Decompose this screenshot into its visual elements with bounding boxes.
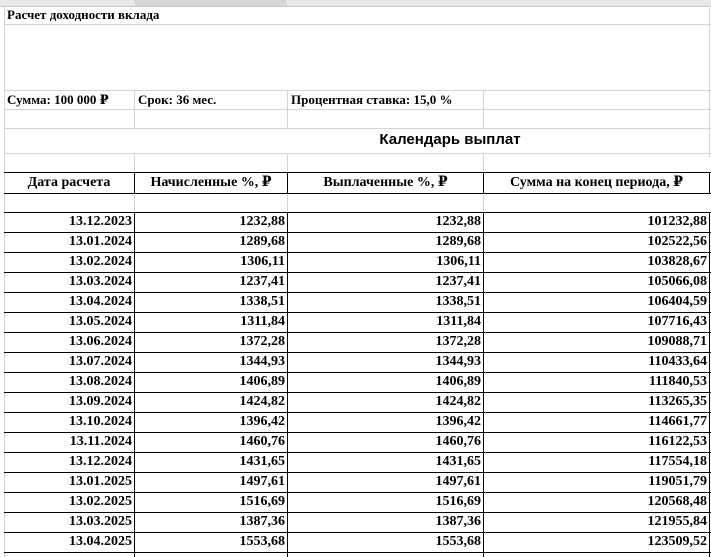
cell-accrued[interactable]: 1372,28 (239, 334, 285, 349)
cell-paid[interactable]: 1396,42 (435, 414, 481, 429)
cell-paid[interactable]: 1497,61 (435, 474, 481, 489)
table-row (0, 452, 711, 472)
cell-accrued[interactable]: 1338,51 (239, 294, 285, 309)
table-row (0, 292, 711, 312)
cell-balance[interactable]: 106404,59 (647, 294, 707, 309)
cell-accrued[interactable]: 1344,93 (239, 354, 285, 369)
table-header-top-border (4, 172, 711, 173)
sum-cell[interactable]: Сумма: 100 000 ₽ (7, 92, 109, 107)
cell-date[interactable]: 13.09.2024 (69, 394, 132, 409)
cell-accrued[interactable]: 1387,36 (239, 514, 285, 529)
term-cell[interactable]: Срок: 36 мес. (138, 92, 217, 107)
header-date[interactable]: Дата расчета (27, 175, 111, 190)
cell-balance[interactable]: 114661,77 (648, 414, 707, 429)
grid-line (134, 153, 135, 172)
cell-paid[interactable]: 1387,36 (435, 514, 481, 529)
cell-balance[interactable]: 103828,67 (647, 254, 707, 269)
cell-accrued[interactable]: 1516,69 (239, 494, 285, 509)
cell-paid[interactable]: 1424,82 (435, 394, 481, 409)
cell-date[interactable]: 13.02.2025 (69, 494, 132, 509)
cell-paid[interactable]: 1232,88 (435, 214, 481, 229)
header-paid[interactable]: Выплаченные %, ₽ (323, 175, 448, 190)
cell-paid[interactable]: 1406,89 (435, 374, 481, 389)
cell-accrued[interactable]: 1306,11 (240, 254, 285, 269)
grid-line (4, 153, 711, 154)
cell-date[interactable]: 13.04.2024 (69, 294, 132, 309)
cell-accrued[interactable]: 1460,76 (239, 434, 285, 449)
cell-paid[interactable]: 1553,68 (435, 534, 481, 549)
table-row (0, 252, 711, 272)
cell-accrued[interactable]: 1396,42 (239, 414, 285, 429)
cell-accrued[interactable]: 1431,65 (239, 454, 285, 469)
table-row (0, 492, 711, 512)
cell-balance[interactable]: 102522,56 (647, 234, 707, 249)
rate-cell[interactable]: Процентная ставка: 15,0 % (291, 92, 453, 107)
cell-date[interactable]: 13.01.2024 (69, 234, 132, 249)
cell-date[interactable]: 13.03.2025 (69, 514, 132, 529)
sheet-title[interactable]: Расчет доходности вклада (7, 7, 160, 22)
table-row (0, 332, 711, 352)
grid-line (4, 24, 711, 25)
cell-paid[interactable]: 1516,69 (435, 494, 481, 509)
grid-line (4, 109, 711, 110)
cell-paid[interactable]: 1237,41 (435, 274, 481, 289)
cell-balance[interactable]: 117554,18 (648, 454, 707, 469)
cell-date[interactable]: 13.04.2025 (69, 534, 132, 549)
header-accrued[interactable]: Начисленные %, ₽ (150, 175, 272, 190)
cell-balance[interactable]: 105066,08 (647, 274, 707, 289)
grid-line (287, 153, 288, 172)
table-row (0, 352, 711, 372)
cell-date[interactable]: 13.05.2024 (69, 314, 132, 329)
cell-date[interactable]: 13.01.2025 (69, 474, 132, 489)
cell-balance[interactable]: 111840,53 (649, 374, 707, 389)
grid-line (483, 153, 484, 172)
cell-date[interactable]: 13.11.2024 (69, 434, 132, 449)
table-header-bottom-border (4, 193, 711, 194)
table-row (0, 472, 711, 492)
table-row (0, 532, 711, 552)
grid-line (134, 193, 135, 213)
cell-paid[interactable]: 1289,68 (435, 234, 481, 249)
cell-balance[interactable]: 121955,84 (647, 514, 707, 529)
calendar-title[interactable]: Календарь выплат (379, 131, 521, 148)
cell-date[interactable]: 13.08.2024 (69, 374, 132, 389)
table-row (0, 232, 711, 252)
cell-balance[interactable]: 123509,52 (647, 534, 707, 549)
cell-balance[interactable]: 110433,64 (648, 354, 707, 369)
cell-accrued[interactable]: 1311,84 (240, 314, 285, 329)
cell-date[interactable]: 13.12.2023 (69, 214, 132, 229)
grid-line (287, 90, 288, 128)
grid-line (483, 90, 484, 128)
row-border (4, 552, 711, 553)
grid-line (134, 90, 135, 128)
cell-paid[interactable]: 1311,84 (436, 314, 481, 329)
table-row (0, 272, 711, 292)
cell-date[interactable]: 13.06.2024 (69, 334, 132, 349)
table-row (0, 412, 711, 432)
cell-accrued[interactable]: 1289,68 (239, 234, 285, 249)
table-border (709, 172, 710, 194)
cell-balance[interactable]: 107716,43 (647, 314, 707, 329)
cell-balance[interactable]: 119051,79 (648, 474, 707, 489)
cell-accrued[interactable]: 1406,89 (239, 374, 285, 389)
cell-paid[interactable]: 1338,51 (435, 294, 481, 309)
cell-date[interactable]: 13.03.2024 (69, 274, 132, 289)
cell-paid[interactable]: 1344,93 (435, 354, 481, 369)
cell-date[interactable]: 13.02.2024 (69, 254, 132, 269)
cell-paid[interactable]: 1372,28 (435, 334, 481, 349)
grid-line (709, 6, 710, 157)
cell-balance[interactable]: 120568,48 (647, 494, 707, 509)
cell-accrued[interactable]: 1237,41 (239, 274, 285, 289)
grid-line (4, 128, 711, 129)
table-row (0, 372, 711, 392)
cell-balance[interactable]: 109088,71 (647, 334, 707, 349)
cell-accrued[interactable]: 1553,68 (239, 534, 285, 549)
cell-accrued[interactable]: 1232,88 (239, 214, 285, 229)
cell-date[interactable]: 13.07.2024 (69, 354, 132, 369)
cell-paid[interactable]: 1306,11 (436, 254, 481, 269)
cell-balance[interactable]: 116122,53 (648, 434, 707, 449)
table-row (0, 432, 711, 452)
table-row (0, 212, 711, 232)
table-row (0, 392, 711, 412)
table-row (0, 512, 711, 532)
grid-line (287, 193, 288, 213)
cell-paid[interactable]: 1460,76 (435, 434, 481, 449)
cell-paid[interactable]: 1431,65 (435, 454, 481, 469)
cell-date[interactable]: 13.12.2024 (69, 454, 132, 469)
cell-accrued[interactable]: 1497,61 (239, 474, 285, 489)
cell-date[interactable]: 13.10.2024 (69, 414, 132, 429)
cell-balance[interactable]: 113265,35 (648, 394, 707, 409)
header-balance[interactable]: Сумма на конец периода, ₽ (510, 175, 683, 190)
table-row (0, 312, 711, 332)
cell-balance[interactable]: 101232,88 (647, 214, 707, 229)
cell-accrued[interactable]: 1424,82 (239, 394, 285, 409)
grid-line (483, 193, 484, 213)
